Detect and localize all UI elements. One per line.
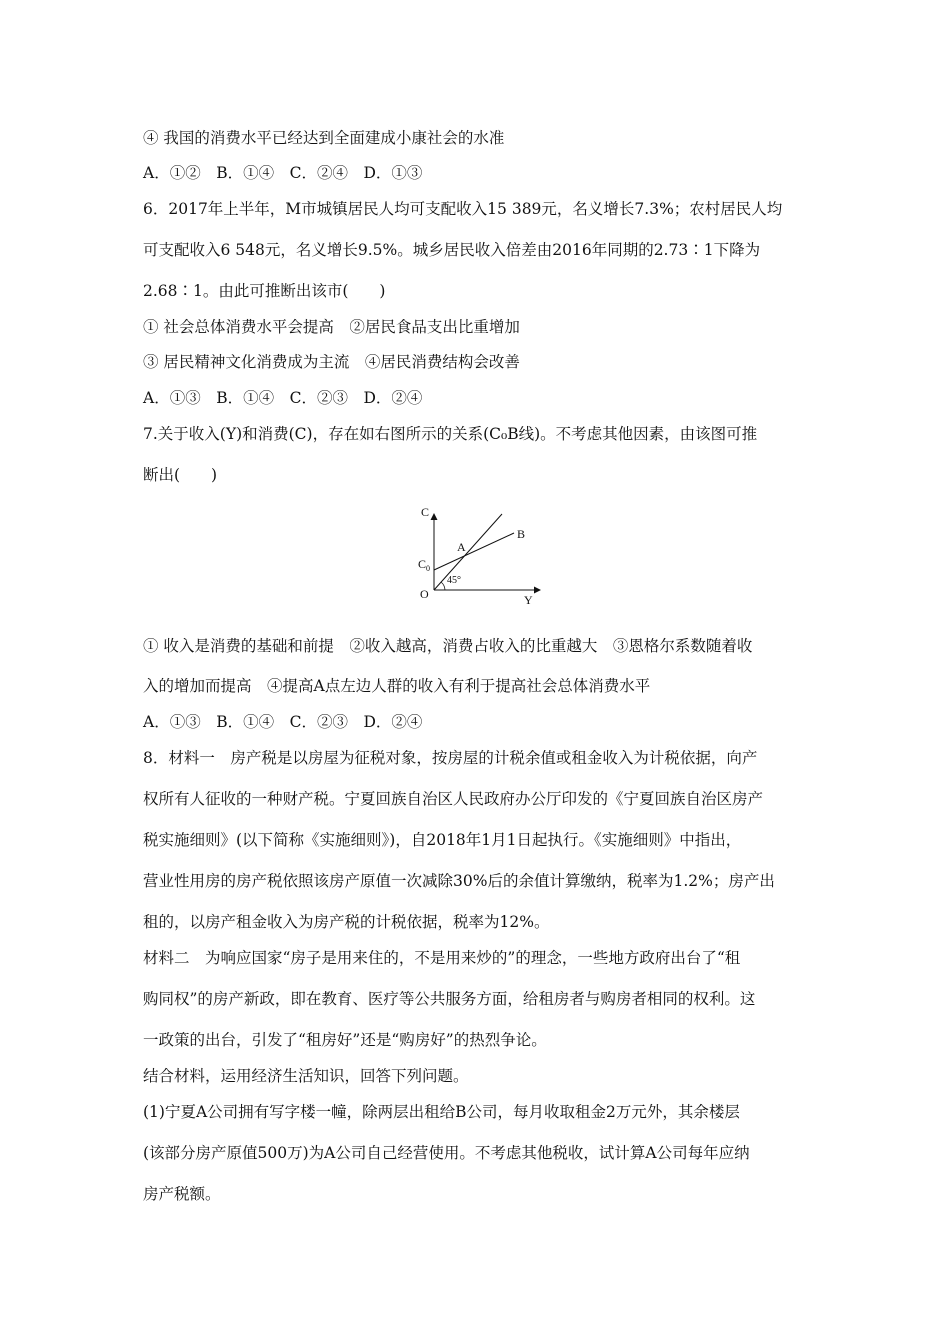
q8-material2-line-3: 一政策的出台，引发了“租房好”还是“购房好”的热烈争论。 xyxy=(143,1031,547,1049)
q8-sub1-line-2: (该部分房产原值500万)为A公司自己经营使用。不考虑其他税收，试计算A公司每年应纳 xyxy=(143,1144,750,1162)
q7-options-line-1: ① 收入是消费的基础和前提 ②收入越高，消费占收入的比重越大 ③恩格尔系数随着收 xyxy=(143,637,753,655)
q8-sub1-line-3: 房产税额。 xyxy=(143,1185,221,1203)
q6-stem-line-3: 2.68∶1。由此可推断出该市( ) xyxy=(143,282,386,300)
c0b-line xyxy=(434,533,514,570)
q6-choices: A．①③ B．①④ C．②③ D．②④ xyxy=(143,389,423,407)
q7-stem-line-1: 7.关于收入(Y)和消费(C)，存在如右图所示的关系(C₀B线)。不考虑其他因素，由该图可推 xyxy=(143,425,758,443)
q8-material2-line-1: 材料二 为响应国家“房子是用来住的，不是用来炒的”的理念，一些地方政府出台了“租 xyxy=(143,949,741,967)
point-a-label: A xyxy=(457,540,466,554)
q8-material2-line-2: 购同权”的房产新政，即在教育、医疗等公共服务方面，给租房者与购房者相同的权利。这 xyxy=(143,990,756,1008)
q8-material1-line-5: 租的，以房产租金收入为房产税的计税依据，税率为12%。 xyxy=(143,913,550,931)
q7-options-line-2: 入的增加而提高 ④提高A点左边人群的收入有利于提高社会总体消费水平 xyxy=(143,677,651,695)
axis-c-label: C xyxy=(421,505,430,519)
q8-sub1-line-1: (1)宁夏A公司拥有写字楼一幢，除两层出租给B公司，每月收取租金2万元外，其余楼层 xyxy=(143,1103,740,1121)
q8-material1-line-4: 营业性用房的房产税依照该房产原值一次减除30%后的余值计算缴纳，税率为1.2%；房产出 xyxy=(143,872,775,890)
q8-material1-line-1: 8．材料一 房产税是以房屋为征税对象，按房屋的计税余值或租金收入为计税依据，向产 xyxy=(143,749,758,767)
angle-label: 45° xyxy=(447,575,461,586)
consumption-income-figure xyxy=(410,500,550,610)
q6-stem-line-2: 可支配收入6 548元，名义增长9.5%。城乡居民收入倍差由2016年同期的2.73∶1下降为 xyxy=(143,241,761,259)
q6-options-line-2: ③ 居民精神文化消费成为主流 ④居民消费结构会改善 xyxy=(143,353,520,371)
q7-choices: A．①③ B．①④ C．②③ D．②④ xyxy=(143,713,423,731)
point-b-label: B xyxy=(517,527,526,541)
q8-material1-line-3: 税实施细则》(以下简称《实施细则》)，自2018年1月1日起执行。《实施细则》中指出， xyxy=(143,831,742,849)
origin-label: O xyxy=(420,587,429,601)
q5-option-4: ④ 我国的消费水平已经达到全面建成小康社会的水准 xyxy=(143,129,505,147)
q7-stem-line-2: 断出( ) xyxy=(143,466,218,484)
axis-y-label: Y xyxy=(524,593,533,607)
q8-instruction: 结合材料，运用经济生活知识，回答下列问题。 xyxy=(143,1067,469,1085)
q8-material1-line-2: 权所有人征收的一种财产税。宁夏回族自治区人民政府办公厅印发的《宁夏回族自治区房产 xyxy=(143,790,764,808)
45-degree-line xyxy=(434,514,502,590)
q5-choices: A．①② B．①④ C．②④ D．①③ xyxy=(143,164,423,182)
angle-arc xyxy=(441,582,445,590)
intercept-label: $C_0$ xyxy=(418,557,431,573)
q6-options-line-1: ① 社会总体消费水平会提高 ②居民食品支出比重增加 xyxy=(143,318,520,336)
q6-stem-line-1: 6．2017年上半年，M市城镇居民人均可支配收入15 389元，名义增长7.3%；农村居民人均 xyxy=(143,200,783,218)
